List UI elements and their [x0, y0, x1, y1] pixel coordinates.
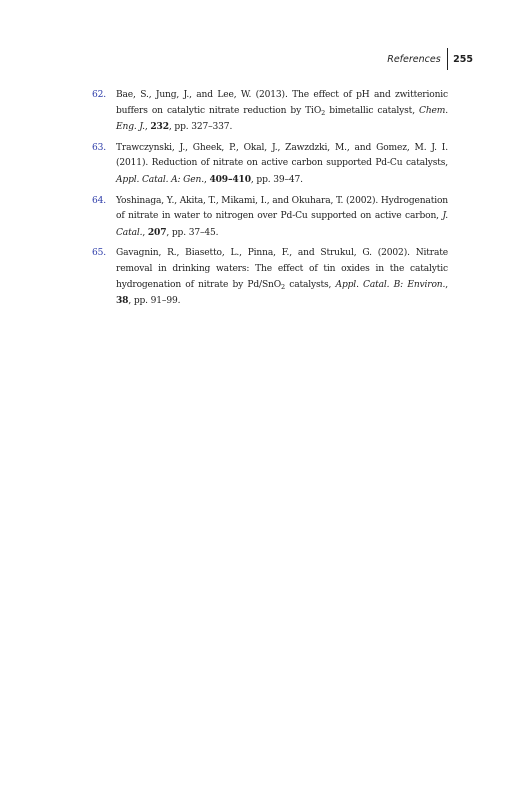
- reference-number: 64.: [92, 195, 107, 206]
- reference-journal: Chem. Eng. J.: [116, 105, 448, 133]
- reference-item-62: [92, 88, 448, 136]
- reference-separator: ,: [144, 122, 151, 133]
- reference-separator: ,: [203, 174, 210, 185]
- reference-authors: Bae, S., Jung, J., and Lee, W. (2013). The effect of pH and zwitterionic buffers on catalytic nitrate reduction by TiO: [116, 90, 448, 116]
- reference-authors: Gavagnin, R., Biasetto, L., Pinna, F., and Strukul, G. (2002). Nitrate removal in drinking waters: The effect of tin oxides in the catalytic hydrogenation of nitrate by Pd/SnO: [116, 248, 448, 290]
- reference-separator: ,: [142, 227, 148, 238]
- reference-journal: Appl. Catal. B: Environ.: [335, 279, 446, 290]
- reference-title-rest: catalysts,: [285, 279, 336, 290]
- reference-journal: Appl. Catal. A: Gen.: [116, 174, 204, 185]
- reference-volume: 38: [116, 295, 129, 307]
- reference-number: 65.: [92, 248, 107, 259]
- reference-volume: 232: [150, 121, 169, 133]
- running-head-section: References: [387, 53, 441, 65]
- reference-authors: Trawczynski, J., Gheek, P., Okal, J., Zawzdzki, M., and Gomez, M. J. I. (2011). Reduction of nitrate on active carbon supported Pd-Cu catalysts,: [116, 142, 448, 169]
- reference-list: [92, 88, 448, 315]
- page-number: 255: [453, 53, 473, 65]
- reference-title-rest: bimetallic catalyst,: [325, 105, 420, 116]
- reference-pages: , pp. 327–337.: [168, 122, 233, 133]
- reference-journal: J. Catal.: [116, 211, 448, 238]
- reference-authors: Yoshinaga, Y., Akita, T., Mikami, I., and Okuhara, T. (2002). Hydrogenation of nitrate in water to nitrogen over Pd-Cu supported on active carbon,: [116, 195, 448, 222]
- reference-separator: ,: [445, 279, 448, 290]
- reference-volume: 409–410: [209, 173, 251, 185]
- reference-item-64: [92, 194, 448, 242]
- subscript: 2: [321, 108, 326, 117]
- reference-number: 63.: [92, 142, 107, 153]
- reference-pages: , pp. 37–45.: [166, 227, 219, 238]
- reference-pages: , pp. 39–47.: [250, 174, 303, 185]
- reference-number: 62.: [92, 90, 107, 100]
- reference-pages: , pp. 91–99.: [128, 296, 181, 307]
- running-head: [387, 48, 473, 70]
- reference-volume: 207: [147, 226, 167, 238]
- subscript: 2: [281, 282, 286, 291]
- reference-item-65: [92, 246, 448, 309]
- reference-item-63: [92, 141, 448, 189]
